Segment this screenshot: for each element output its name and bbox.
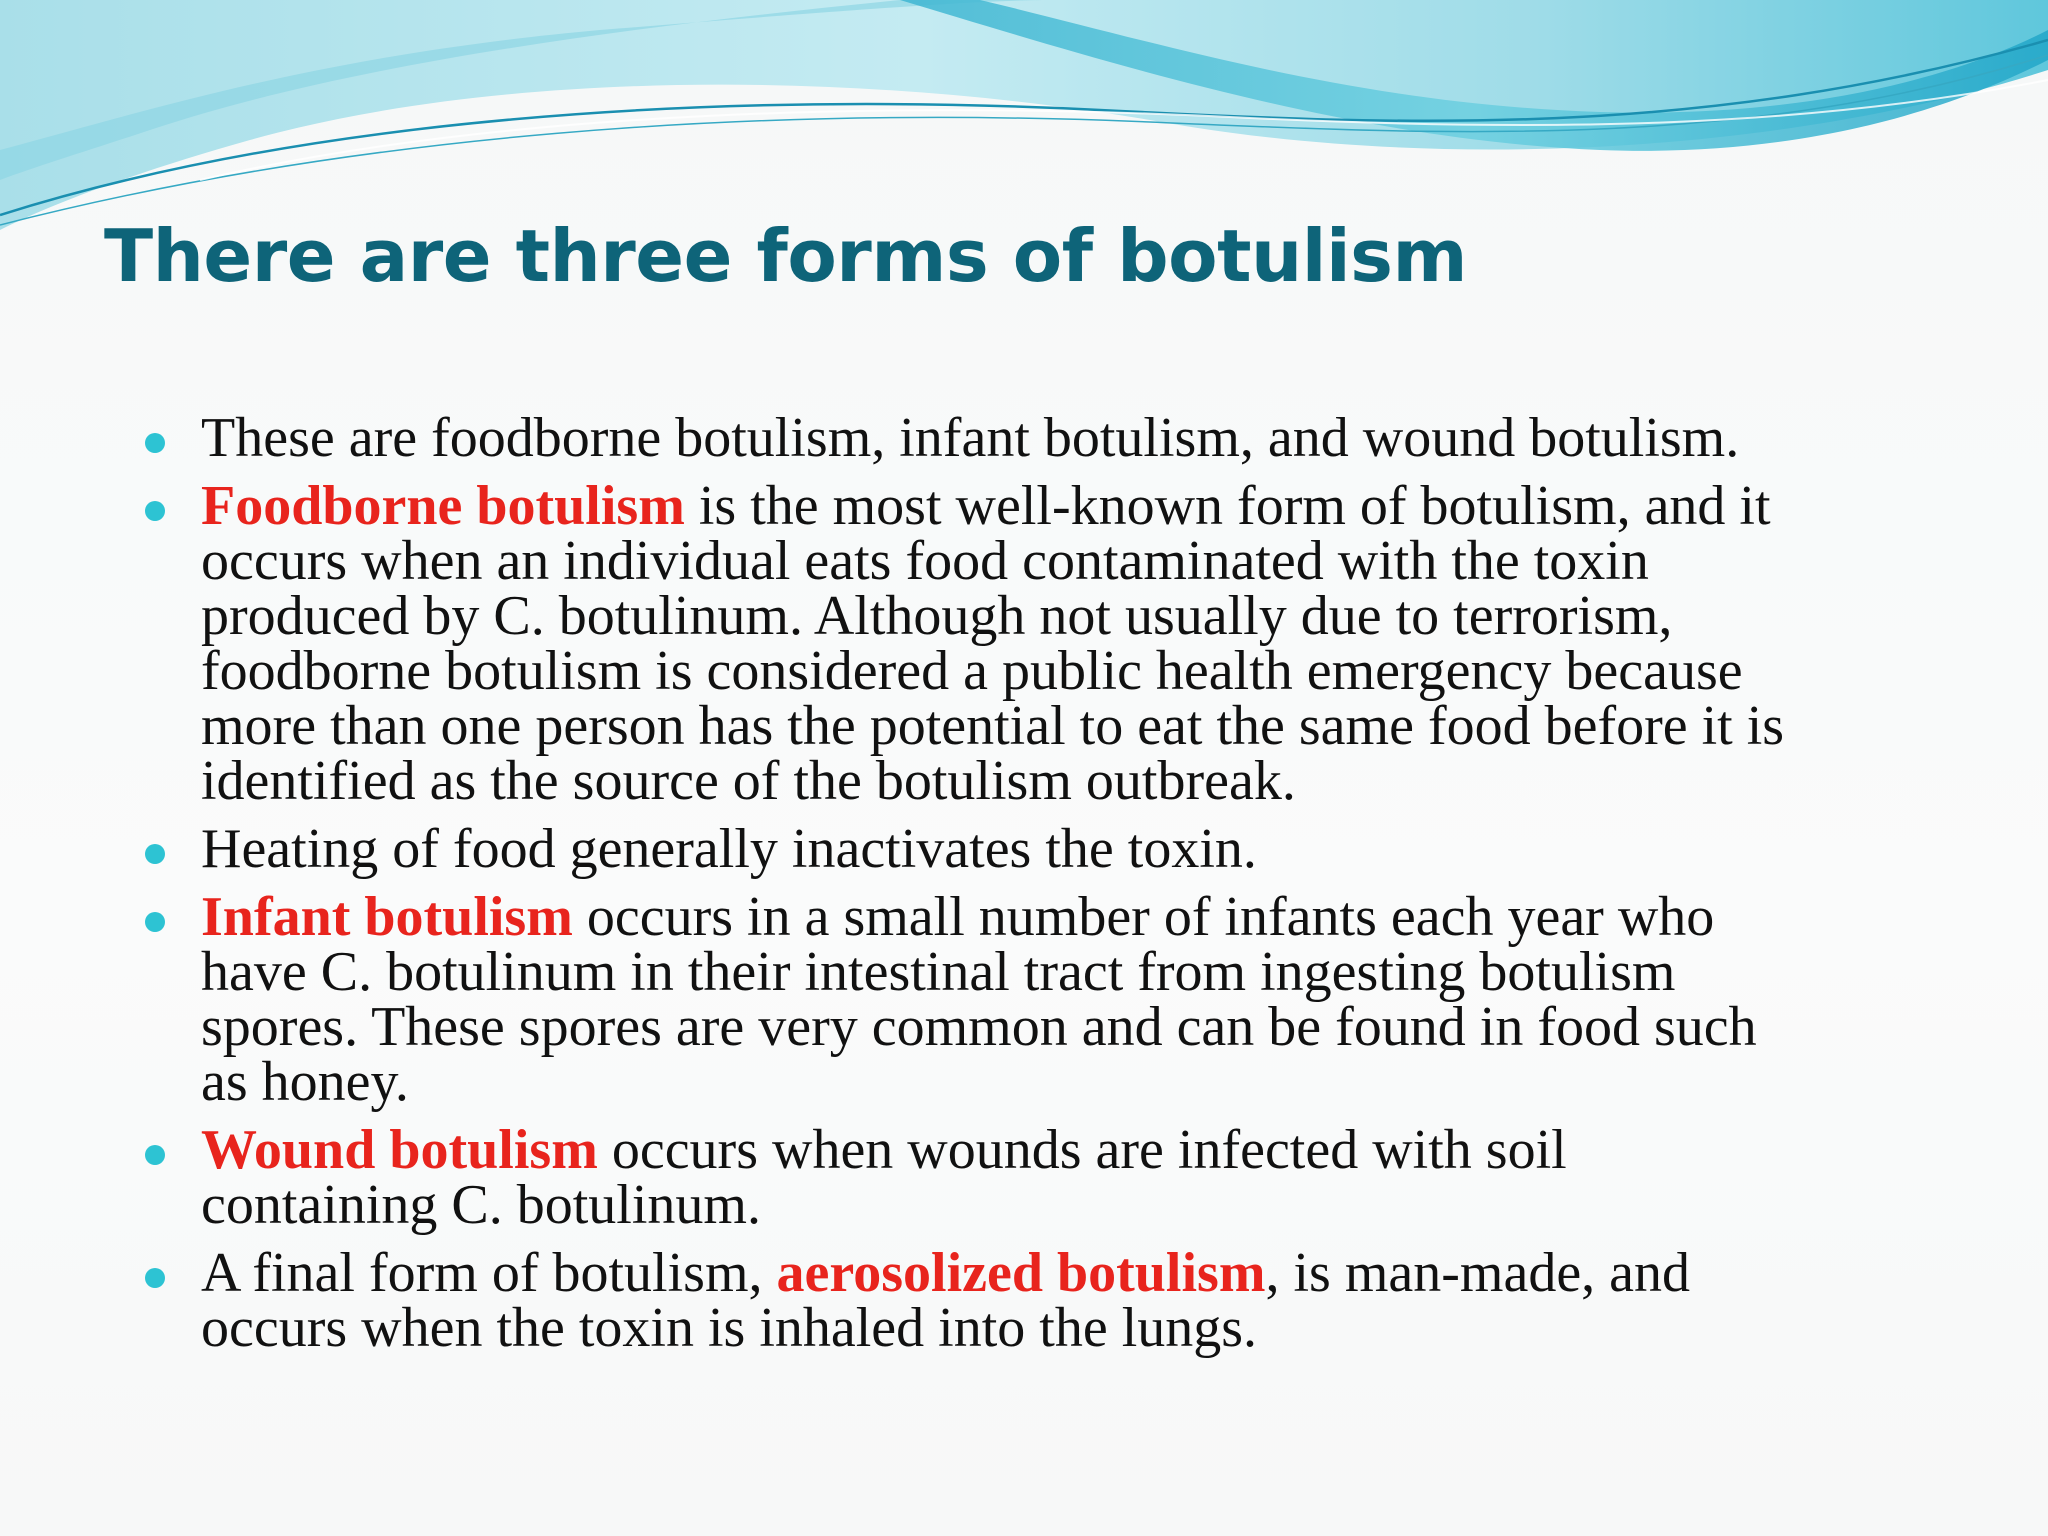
header-wave-decoration [0,0,2048,240]
bullet-text: , is man-made, and [1265,1242,1691,1304]
bullet-line: These are foodborne botulism, infant botulism, and wound botulism. [201,407,1740,469]
bullet-line: spores. These spores are very common and can be found in food such [201,996,1757,1058]
slide-title: There are three forms of botulism [104,214,1468,298]
bullet-text: is the most well-known form of botulism, and it [684,475,1771,537]
bullet-line: identified as the source of the botulism outbreak. [201,750,1296,812]
bullet-marker-icon [145,912,165,932]
bullet-line: foodborne botulism is considered a public health emergency because [201,640,1743,702]
bullet-line: occurs when the toxin is inhaled into the lungs. [201,1297,1258,1359]
bullet-line: have C. botulinum in their intestinal tract from ingesting botulism [201,941,1676,1003]
highlight-term: aerosolized botulism [776,1242,1266,1304]
bullet-item [201,818,2001,880]
bullet-item [201,407,2001,469]
bullet-item [201,475,2001,812]
bullet-line [201,1242,2001,1304]
bullet-line: Heating of food generally inactivates the toxin. [201,818,1257,880]
bullet-item [201,1242,2001,1359]
bullet-marker-icon [145,844,165,864]
highlight-term: Wound botulism [201,1119,598,1181]
bullet-line: containing C. botulinum. [201,1174,761,1236]
bullet-line: occurs when an individual eats food contaminated with the toxin [201,530,1649,592]
bullet-text: occurs when wounds are infected with soil [597,1119,1567,1181]
bullet-item [201,1119,2001,1236]
bullet-line: produced by C. botulinum. Although not usually due to terrorism, [201,585,1673,647]
highlight-term: Infant botulism [201,886,573,948]
bullet-marker-icon [145,433,165,453]
bullet-item [201,886,2001,1113]
bullet-line [201,1119,2001,1181]
bullet-line: more than one person has the potential to eat the same food before it is [201,695,1785,757]
bullet-marker-icon [145,1145,165,1165]
bullet-text: A final form of botulism, [201,1242,777,1304]
bullet-line [201,886,2001,948]
bullet-line [201,475,2001,537]
bullet-marker-icon [145,501,165,521]
bullet-text: occurs in a small number of infants each year who [572,886,1715,948]
bullet-list [201,407,2001,1369]
highlight-term: Foodborne botulism [201,475,685,537]
bullet-marker-icon [145,1268,165,1288]
bullet-line: as honey. [201,1051,409,1113]
